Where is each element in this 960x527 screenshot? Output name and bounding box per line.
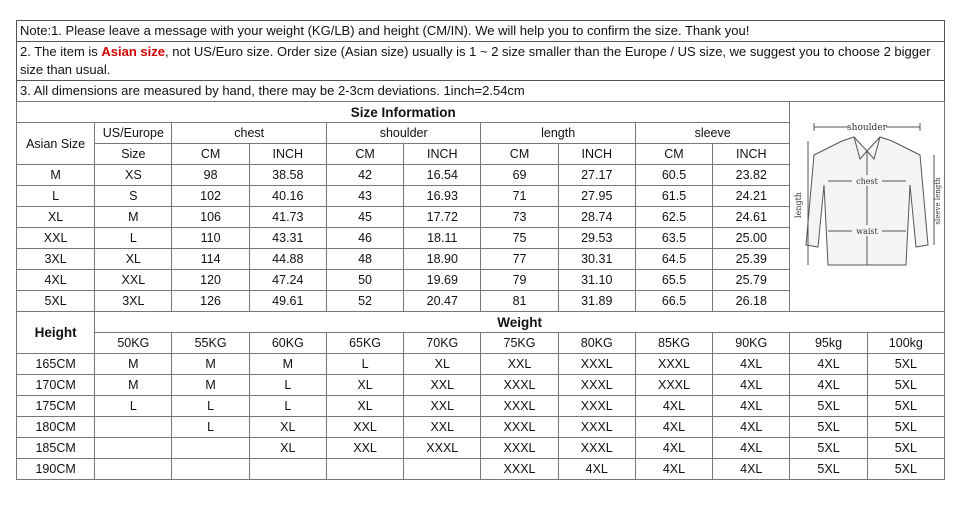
size-cell: 5XL — [790, 438, 867, 459]
size-cell: XXXL — [481, 417, 558, 438]
weight-header: 90KG — [713, 333, 790, 354]
size-cell — [95, 438, 172, 459]
size-cell: XXXL — [481, 459, 558, 480]
size-cell: 114 — [172, 249, 249, 270]
size-cell: 38.58 — [249, 165, 326, 186]
size-cell: 4XL — [713, 354, 790, 375]
weight-header: 80KG — [558, 333, 635, 354]
unit-inch: INCH — [249, 144, 326, 165]
size-cell: M — [17, 165, 95, 186]
note-2-text-a: 2. The item is — [20, 44, 102, 59]
height-cell: 190CM — [17, 459, 95, 480]
size-cell: 79 — [481, 270, 558, 291]
size-cell — [95, 459, 172, 480]
size-cell: 48 — [326, 249, 403, 270]
size-cell: 24.61 — [713, 207, 790, 228]
size-cell: XXXL — [481, 396, 558, 417]
length-header: length — [481, 123, 635, 144]
size-cell: XL — [404, 354, 481, 375]
size-cell: 5XL — [17, 291, 95, 312]
size-cell: XXXL — [635, 354, 712, 375]
size-subheader: Size — [95, 144, 172, 165]
size-cell: XXXL — [481, 438, 558, 459]
size-cell: L — [95, 396, 172, 417]
height-header: Height — [17, 312, 95, 354]
size-cell: 120 — [172, 270, 249, 291]
size-cell: 75 — [481, 228, 558, 249]
size-cell: 5XL — [867, 417, 944, 438]
size-cell: L — [249, 396, 326, 417]
size-cell: 5XL — [867, 438, 944, 459]
size-cell: L — [172, 417, 249, 438]
weight-header: 100kg — [867, 333, 944, 354]
size-cell: XL — [95, 249, 172, 270]
size-cell: 60.5 — [635, 165, 712, 186]
unit-cm: CM — [635, 144, 712, 165]
size-cell: 25.39 — [713, 249, 790, 270]
weight-header: 50KG — [95, 333, 172, 354]
size-cell: M — [95, 354, 172, 375]
weight-header-row — [17, 333, 945, 354]
size-cell: M — [249, 354, 326, 375]
size-cell: 106 — [172, 207, 249, 228]
weight-row — [17, 375, 945, 396]
asian-size-highlight: Asian size — [101, 44, 165, 59]
size-cell: 31.10 — [558, 270, 635, 291]
size-cell: 77 — [481, 249, 558, 270]
size-cell: 16.93 — [404, 186, 481, 207]
size-chart — [16, 20, 945, 480]
size-cell: XL — [249, 417, 326, 438]
size-cell: 24.21 — [713, 186, 790, 207]
size-cell: 52 — [326, 291, 403, 312]
size-cell: 3XL — [95, 291, 172, 312]
size-cell: XL — [326, 396, 403, 417]
us-europe-header: US/Europe — [95, 123, 172, 144]
weight-row — [17, 354, 945, 375]
height-cell: 180CM — [17, 417, 95, 438]
size-cell: XXL — [17, 228, 95, 249]
size-cell: 31.89 — [558, 291, 635, 312]
size-cell: XXXL — [558, 417, 635, 438]
weight-header: 95kg — [790, 333, 867, 354]
size-cell: 46 — [326, 228, 403, 249]
unit-inch: INCH — [713, 144, 790, 165]
shoulder-header: shoulder — [326, 123, 480, 144]
note-3: 3. All dimensions are measured by hand, there may be 2-3cm deviations. 1inch=2.54cm — [16, 80, 945, 101]
chest-label: chest — [856, 177, 879, 186]
weight-header: 75KG — [481, 333, 558, 354]
size-cell: 71 — [481, 186, 558, 207]
size-cell: M — [95, 207, 172, 228]
size-cell: L — [249, 375, 326, 396]
size-cell: 5XL — [867, 459, 944, 480]
size-cell: 27.17 — [558, 165, 635, 186]
size-cell: 27.95 — [558, 186, 635, 207]
weight-title: Weight — [95, 312, 945, 333]
weight-header: 60KG — [249, 333, 326, 354]
unit-cm: CM — [481, 144, 558, 165]
size-cell: 5XL — [867, 375, 944, 396]
size-cell: 64.5 — [635, 249, 712, 270]
height-cell: 170CM — [17, 375, 95, 396]
size-cell — [249, 459, 326, 480]
size-cell: 23.82 — [713, 165, 790, 186]
size-cell: 4XL — [713, 438, 790, 459]
size-cell: 126 — [172, 291, 249, 312]
size-cell: 43 — [326, 186, 403, 207]
size-cell: 4XL — [635, 417, 712, 438]
size-cell: 50 — [326, 270, 403, 291]
length-label: length — [794, 192, 804, 218]
size-cell — [172, 438, 249, 459]
size-cell: 16.54 — [404, 165, 481, 186]
size-cell: 62.5 — [635, 207, 712, 228]
size-cell: XL — [326, 375, 403, 396]
size-cell: XXL — [326, 438, 403, 459]
size-cell: 4XL — [713, 375, 790, 396]
size-cell: 69 — [481, 165, 558, 186]
weight-header: 85KG — [635, 333, 712, 354]
size-cell: 102 — [172, 186, 249, 207]
size-cell: 5XL — [790, 459, 867, 480]
size-cell: XXL — [404, 375, 481, 396]
size-cell: 20.47 — [404, 291, 481, 312]
size-cell: 5XL — [790, 417, 867, 438]
size-cell: 4XL — [713, 459, 790, 480]
size-cell: 4XL — [635, 459, 712, 480]
size-cell: 40.16 — [249, 186, 326, 207]
size-cell: 4XL — [558, 459, 635, 480]
size-cell: 25.00 — [713, 228, 790, 249]
weight-header: 70KG — [404, 333, 481, 354]
size-cell — [404, 459, 481, 480]
size-cell: XXL — [326, 417, 403, 438]
size-cell: XS — [95, 165, 172, 186]
size-cell: 4XL — [17, 270, 95, 291]
size-cell: XXXL — [481, 375, 558, 396]
unit-inch: INCH — [558, 144, 635, 165]
size-cell: 45 — [326, 207, 403, 228]
size-cell: XXL — [95, 270, 172, 291]
size-cell: 65.5 — [635, 270, 712, 291]
chest-header: chest — [172, 123, 326, 144]
height-cell: 175CM — [17, 396, 95, 417]
size-cell: 66.5 — [635, 291, 712, 312]
size-cell: 5XL — [790, 396, 867, 417]
weight-header: 65KG — [326, 333, 403, 354]
size-table — [16, 101, 945, 480]
unit-cm: CM — [326, 144, 403, 165]
size-cell: 110 — [172, 228, 249, 249]
size-cell: 19.69 — [404, 270, 481, 291]
size-cell: XXXL — [558, 375, 635, 396]
shirt-icon — [792, 115, 942, 295]
size-cell: XL — [249, 438, 326, 459]
size-info-title: Size Information — [17, 102, 790, 123]
size-cell: XL — [17, 207, 95, 228]
size-cell: 44.88 — [249, 249, 326, 270]
size-cell: 28.74 — [558, 207, 635, 228]
size-cell: 18.90 — [404, 249, 481, 270]
asian-size-header: Asian Size — [17, 123, 95, 165]
size-cell: S — [95, 186, 172, 207]
size-cell: 5XL — [867, 396, 944, 417]
shirt-diagram — [790, 102, 945, 312]
size-cell: 5XL — [867, 354, 944, 375]
size-cell — [95, 417, 172, 438]
size-cell: 4XL — [790, 375, 867, 396]
size-cell: XXL — [481, 354, 558, 375]
unit-cm: CM — [172, 144, 249, 165]
size-cell: L — [17, 186, 95, 207]
size-cell: XXL — [404, 396, 481, 417]
size-cell: 26.18 — [713, 291, 790, 312]
weight-row — [17, 396, 945, 417]
size-cell: XXXL — [404, 438, 481, 459]
size-cell: M — [172, 375, 249, 396]
size-cell: 4XL — [713, 396, 790, 417]
size-cell: 4XL — [713, 417, 790, 438]
size-cell: 98 — [172, 165, 249, 186]
note-2-text-b: , not US/Euro size. Order size (Asian size) usually is 1 ~ 2 size smaller than the Europe / US size, we suggest you to choose 2 bigger size than usual. — [20, 44, 931, 77]
size-cell: 29.53 — [558, 228, 635, 249]
unit-inch: INCH — [404, 144, 481, 165]
size-cell: M — [172, 354, 249, 375]
size-cell: 18.11 — [404, 228, 481, 249]
size-cell: 49.61 — [249, 291, 326, 312]
size-cell: 73 — [481, 207, 558, 228]
size-cell: L — [172, 396, 249, 417]
size-cell: L — [326, 354, 403, 375]
size-cell: XXXL — [558, 354, 635, 375]
size-cell: 43.31 — [249, 228, 326, 249]
size-cell — [172, 459, 249, 480]
size-cell: 41.73 — [249, 207, 326, 228]
weight-header: 55KG — [172, 333, 249, 354]
size-cell: 3XL — [17, 249, 95, 270]
weight-row — [17, 438, 945, 459]
sleeve-header: sleeve — [635, 123, 790, 144]
size-cell: L — [95, 228, 172, 249]
size-cell: 30.31 — [558, 249, 635, 270]
size-cell: XXXL — [558, 438, 635, 459]
size-cell: 4XL — [635, 438, 712, 459]
size-cell: 63.5 — [635, 228, 712, 249]
sleeve-length-label: sleeve length — [934, 177, 943, 225]
weight-row — [17, 459, 945, 480]
size-cell: 25.79 — [713, 270, 790, 291]
size-cell: XXL — [404, 417, 481, 438]
height-cell: 165CM — [17, 354, 95, 375]
size-cell: XXXL — [558, 396, 635, 417]
size-cell: 4XL — [790, 354, 867, 375]
waist-label: waist — [856, 227, 878, 236]
note-2 — [16, 41, 945, 80]
note-1: Note:1. Please leave a message with your weight (KG/LB) and height (CM/IN). We will help you to confirm the size. Thank you! — [16, 20, 945, 41]
weight-row — [17, 417, 945, 438]
size-cell: XXXL — [635, 375, 712, 396]
size-cell — [326, 459, 403, 480]
size-cell: 81 — [481, 291, 558, 312]
size-cell: M — [95, 375, 172, 396]
size-cell: 47.24 — [249, 270, 326, 291]
size-cell: 61.5 — [635, 186, 712, 207]
size-cell: 17.72 — [404, 207, 481, 228]
shoulder-label: shoulder — [847, 123, 888, 133]
height-cell: 185CM — [17, 438, 95, 459]
size-cell: 4XL — [635, 396, 712, 417]
size-cell: 42 — [326, 165, 403, 186]
